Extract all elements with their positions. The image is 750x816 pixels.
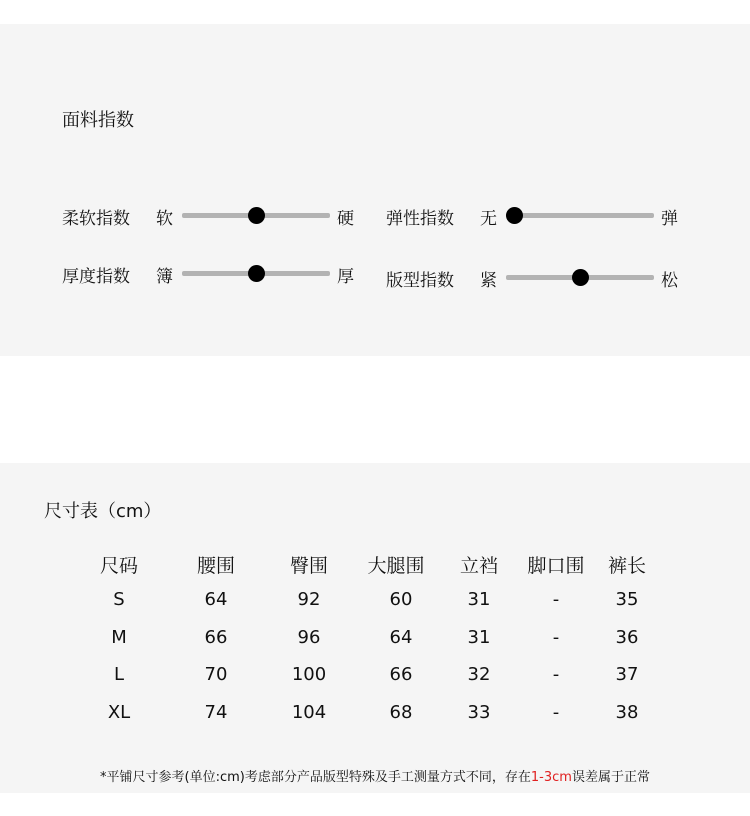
cell-thigh: 66 — [389, 664, 413, 685]
cell-thigh: 60 — [389, 589, 413, 610]
header-leg-opening: 脚口围 — [527, 555, 585, 577]
header-size: 尺码 — [99, 555, 138, 577]
thickness-knob — [248, 265, 265, 282]
thickness-left-label: 簿 — [156, 267, 173, 287]
fit-label: 版型指数 — [386, 271, 454, 291]
elasticity-slider — [506, 213, 654, 218]
size-table-panel — [0, 463, 750, 793]
thickness-label: 厚度指数 — [62, 267, 130, 287]
softness-slider — [182, 213, 330, 218]
cell-leg-opening: - — [552, 589, 560, 610]
cell-size: M — [111, 627, 127, 648]
cell-waist: 70 — [204, 664, 228, 685]
cell-rise: 32 — [467, 664, 491, 685]
thickness-right-label: 厚 — [337, 267, 354, 287]
fit-right-label: 松 — [661, 271, 678, 291]
cell-size: L — [113, 664, 125, 685]
header-waist: 腰围 — [196, 555, 235, 577]
cell-waist: 64 — [204, 589, 228, 610]
header-rise: 立裆 — [459, 555, 498, 577]
note-text-before: *平铺尺寸参考(单位:cm)考虑部分产品版型特殊及手工测量方式不同，存在 — [100, 770, 531, 785]
softness-left-label: 软 — [156, 209, 173, 229]
note-text-after: 误差属于正常 — [571, 770, 650, 785]
cell-length: 38 — [615, 702, 639, 723]
softness-label: 柔软指数 — [62, 209, 130, 229]
fit-knob — [572, 269, 589, 286]
cell-rise: 33 — [467, 702, 491, 723]
cell-hip: 92 — [297, 589, 321, 610]
fit-slider — [506, 275, 654, 280]
header-thigh: 大腿围 — [367, 555, 425, 577]
cell-thigh: 64 — [389, 627, 413, 648]
thickness-slider — [182, 271, 330, 276]
cell-size: S — [113, 589, 125, 610]
cell-size: XL — [107, 702, 131, 723]
cell-hip: 100 — [291, 664, 327, 685]
note-highlight: 1-3cm — [530, 770, 572, 785]
header-hip: 臀围 — [289, 555, 328, 577]
cell-hip: 104 — [291, 702, 327, 723]
fit-left-label: 紧 — [480, 271, 497, 291]
softness-right-label: 硬 — [337, 209, 354, 229]
elasticity-knob — [506, 207, 523, 224]
fabric-title: 面料指数 — [62, 110, 134, 131]
measurement-note — [0, 766, 750, 785]
cell-hip: 96 — [297, 627, 321, 648]
fabric-index-panel — [0, 24, 750, 356]
cell-leg-opening: - — [552, 664, 560, 685]
cell-waist: 74 — [204, 702, 228, 723]
cell-thigh: 68 — [389, 702, 413, 723]
size-table-title: 尺寸表（cm） — [44, 501, 162, 522]
cell-length: 35 — [615, 589, 639, 610]
softness-knob — [248, 207, 265, 224]
cell-rise: 31 — [467, 589, 491, 610]
cell-rise: 31 — [467, 627, 491, 648]
cell-length: 37 — [615, 664, 639, 685]
cell-length: 36 — [615, 627, 639, 648]
header-length: 裤长 — [607, 555, 646, 577]
elasticity-left-label: 无 — [480, 209, 497, 229]
elasticity-right-label: 弹 — [661, 209, 678, 229]
cell-waist: 66 — [204, 627, 228, 648]
elasticity-label: 弹性指数 — [386, 209, 454, 229]
cell-leg-opening: - — [552, 702, 560, 723]
cell-leg-opening: - — [552, 627, 560, 648]
